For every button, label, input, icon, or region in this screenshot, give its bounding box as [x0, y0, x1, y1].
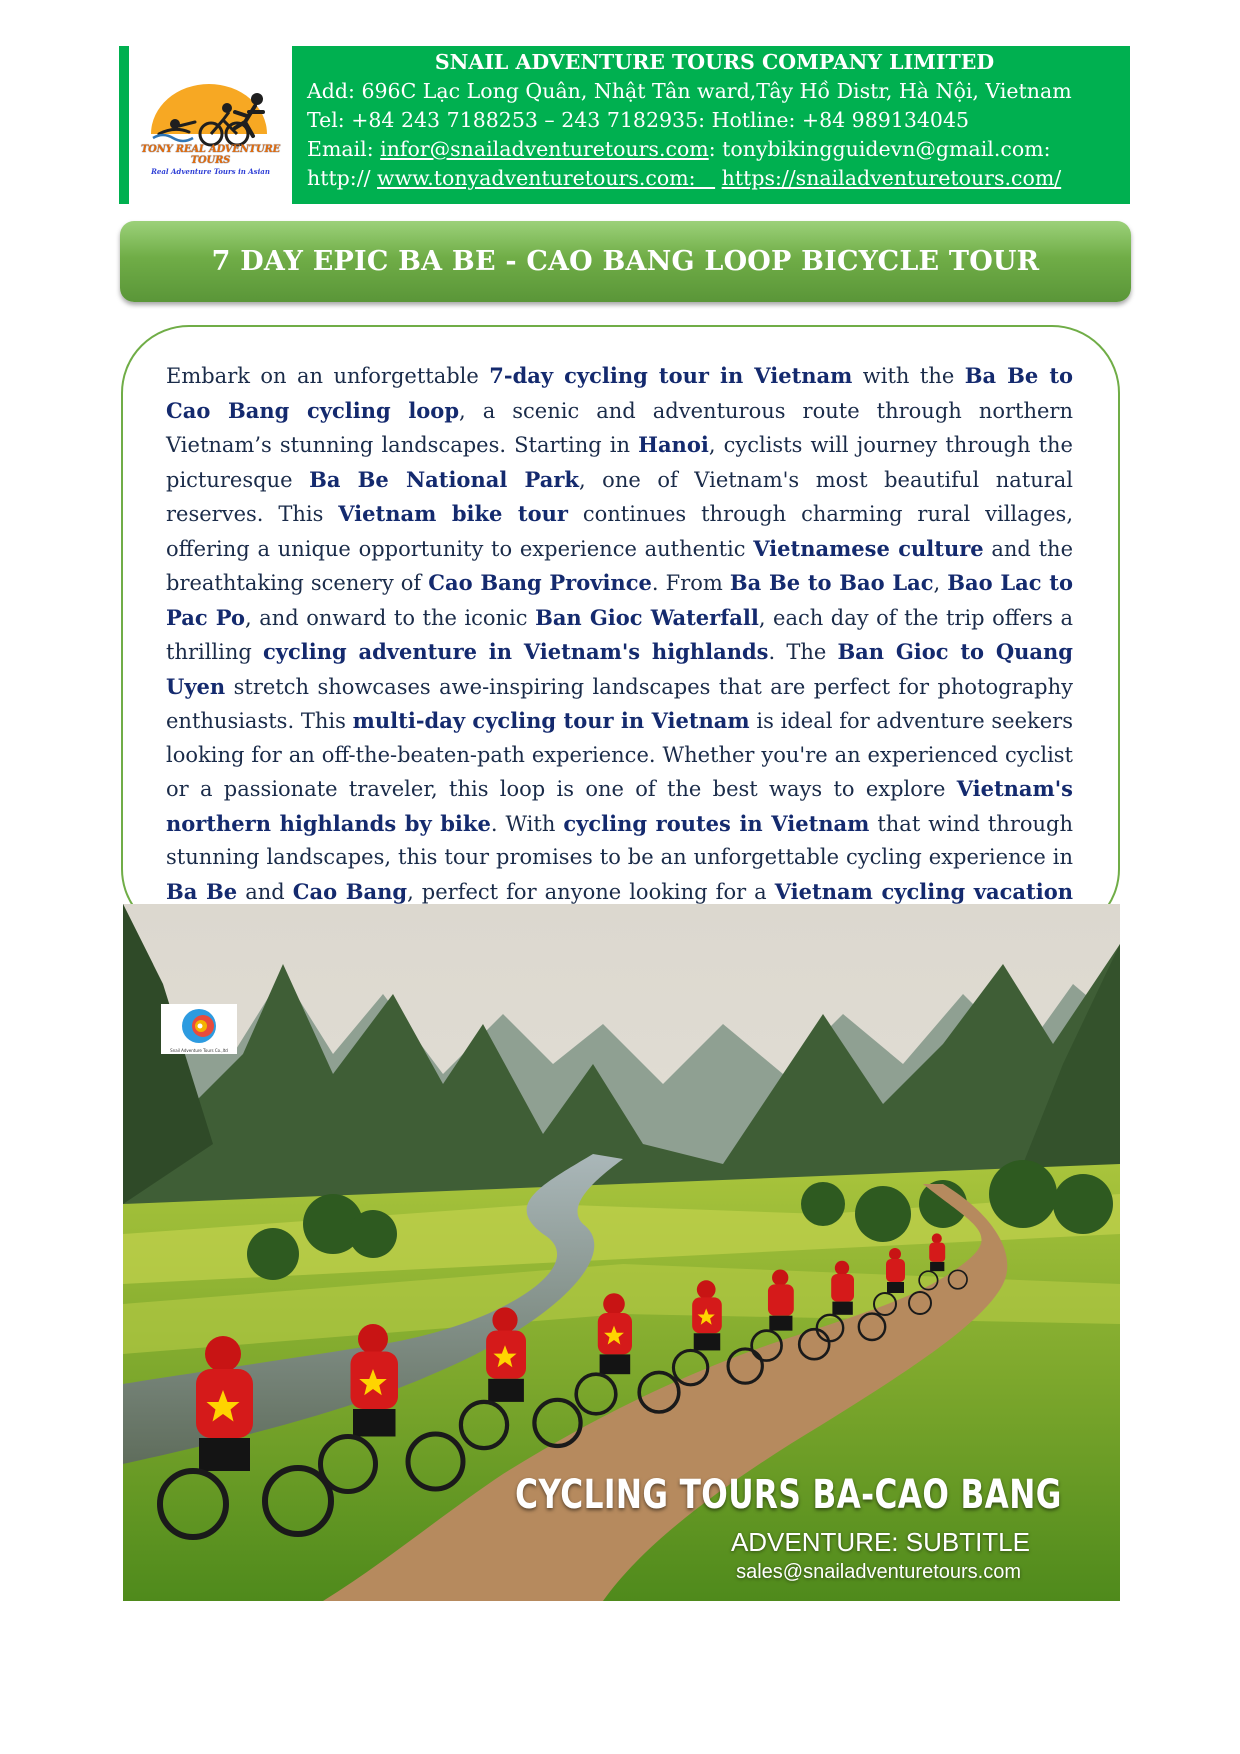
description-text: is ideal for adventure seekers looking for an off-the-beaten-path experience. Whether you're an experienced cyclist or a passionate traveler, this loop is one of the best ways to explore — [166, 709, 1073, 801]
watermark-logo — [161, 1004, 237, 1054]
email-link[interactable]: infor@snailadventuretours.com — [380, 137, 709, 161]
description-highlight: Vietnam bike tour — [338, 501, 568, 526]
description-highlight: Ban Gioc to Quang Uyen — [166, 639, 1073, 699]
description-highlight: Bao Lac to Pac Po — [166, 570, 1073, 630]
watermark-text: Snail Adventure Tours Co.,ltd — [170, 1048, 228, 1053]
logo-tagline: Real Adventure Tours in Asian — [151, 167, 270, 176]
description-text: . From — [651, 571, 730, 595]
description-highlight: 7-day cycling tour in Vietnam — [489, 363, 853, 388]
description-text: , each day of the trip offers a thrilling — [166, 605, 1074, 664]
description-highlight: Cao Bang Province — [428, 570, 652, 595]
tour-title: 7 DAY EPIC BA BE - CAO BANG LOOP BICYCLE TOUR — [211, 246, 1040, 277]
description-highlight: cycling routes in Vietnam — [563, 810, 870, 836]
description-text: , cyclists will journey through the picturesque — [166, 433, 1073, 492]
web-prefix: http:// — [307, 166, 378, 190]
company-header — [119, 46, 1130, 204]
description-highlight: Vietnamese culture — [753, 535, 984, 561]
description-highlight: Ba Be National Park — [309, 466, 579, 492]
photo-overlay-subtitle: ADVENTURE: SUBTITLE — [730, 1527, 1030, 1557]
description-highlight: Ban Gioc Waterfall — [535, 604, 759, 630]
description-text: , perfect for anyone looking for a — [407, 879, 775, 904]
description-text: , a scenic and adventurous route through northern Vietnam’s stunning landscapes. Starting in — [166, 398, 1073, 457]
description-text: Embark on an unforgettable — [166, 364, 490, 388]
snail-swirl-icon — [161, 1004, 237, 1054]
description-text: . The — [768, 640, 838, 664]
description-highlight: Hanoi — [638, 432, 709, 457]
description-text: , and onward to the iconic — [245, 605, 536, 630]
company-phone: Tel: +84 243 7188253 – 243 7182935: Hotline: +84 989134045 — [307, 108, 970, 132]
description-highlight: Ba Be — [166, 878, 238, 904]
tour-title-bar — [120, 221, 1131, 302]
website-link-tony[interactable]: www.tonyadventuretours.com: — [377, 166, 716, 190]
email-prefix: Email: — [307, 137, 381, 161]
description-highlight: Vietnam's northern highlands by bike — [166, 776, 1073, 836]
description-highlight: cycling adventure in Vietnam's highlands — [263, 639, 769, 664]
photo-overlay-email: sales@snailadventuretours.com — [736, 1561, 1021, 1583]
description-text: . With — [490, 811, 564, 836]
description-text: continues through charming rural villages, offering a unique opportunity to experience authentic — [166, 502, 1073, 561]
description-highlight: multi-day cycling tour in Vietnam — [352, 708, 750, 733]
logo-brand-text: TONY REAL ADVENTURE TOURS — [140, 144, 281, 166]
company-email-line — [307, 135, 1122, 164]
company-name: SNAIL ADVENTURE TOURS COMPANY LIMITED — [434, 50, 995, 74]
description-text: , one of Vietnam's most beautiful natural reserves. This — [166, 467, 1074, 526]
description-highlight: Cao Bang — [292, 878, 408, 904]
description-text: stretch showcases awe-inspiring landscapes that are perfect for photography enthusiasts. This — [166, 674, 1073, 733]
logo-sun-cyclist-icon — [129, 46, 292, 204]
website-link-snail[interactable]: https://snailadventuretours.com/ — [721, 166, 1062, 190]
company-address: Add: 696C Lạc Long Quân, Nhật Tân ward,Tây Hồ Distr, Hà Nội, Vietnam — [307, 79, 1072, 103]
company-web-line — [307, 164, 1122, 193]
description-text: and — [237, 879, 293, 904]
description-text: with the — [852, 364, 965, 388]
company-logo — [129, 46, 292, 204]
description-highlight: Ba Be to Cao Bang cycling loop — [166, 363, 1074, 423]
tour-description — [166, 359, 1073, 943]
tour-photo — [123, 904, 1120, 1601]
description-text: , — [933, 571, 948, 595]
description-text: and the breathtaking scenery of — [166, 536, 1074, 595]
company-info — [307, 48, 1122, 193]
photo-overlay-title: CYCLING TOURS BA-CAO BANG — [515, 1472, 1062, 1518]
description-text: that wind through stunning landscapes, this tour promises to be an unforgettable cycling experience in — [166, 811, 1073, 869]
description-highlight: Vietnam cycling vacation — [774, 878, 1073, 904]
description-highlight: Ba Be to Bao Lac — [729, 570, 934, 595]
email-secondary: : tonybikingguidevn@gmail.com: — [708, 137, 1051, 161]
